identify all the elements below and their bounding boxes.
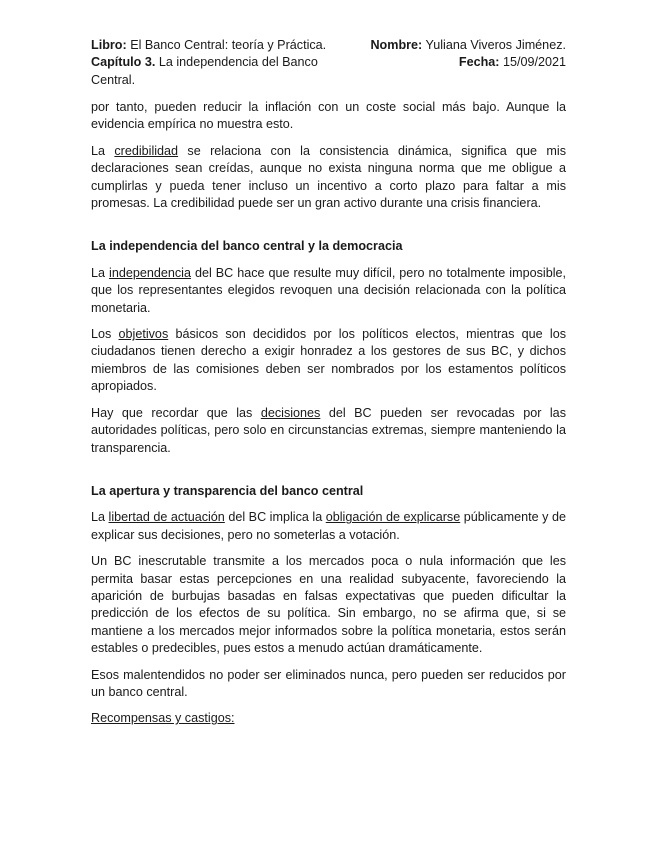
intro-p2-post: se relaciona con la consistencia dinámica, significa que mis declaraciones sean creídas, aunque no exista ninguna norma que me obligue a cumplirlas y pueda tener incluso un incentivo a corto plazo para faltar a mis promesas. La credibilidad puede ser un gran activo durante una crisis financiera. [91,143,566,211]
objetivos-term: objetivos [118,327,169,342]
name-label: Nombre: [370,38,423,52]
section1-paragraph-2 [91,326,566,396]
intro-paragraph-2 [91,143,566,213]
intro-p2-pre: La [91,143,115,158]
rewards-subheading: Recompensas y castigos: [91,711,235,726]
chapter-value: La independencia del Banco Central. [91,55,318,87]
s2-p1-mid: del BC implica la [224,510,326,525]
section2-paragraph-1 [91,509,566,544]
header-right [351,37,566,72]
s1-p1-pre: La [91,265,110,280]
book-label: Libro: [91,38,127,52]
section1-heading: La independencia del banco central y la democracia [91,239,403,254]
independencia-term: independencia [109,265,191,280]
header-left [91,37,346,89]
libertad-term: libertad de actuación [108,510,225,525]
section2-paragraph-2: Un BC inescrutable transmite a los mercados poca o nula información que les permita basar estas percepciones en una realidad subyacente, favoreciendo la aparición de burbujas basadas en falsas expectativas que pueden dificultar la predicción de los efectos de su política. Sin embargo, no se afirma que, si se mantiene a los mercados mejor informados sobre la política monetaria, estos serán estables o predecibles, pues estos a menudo actúan dramáticamente. [91,554,566,656]
s2-p1-pre: La [91,510,109,525]
s1-p3-pre: Hay que recordar que las [91,405,261,420]
s2-p1-post: públicamente y de explicar sus decisiones, pero no someterlas a votación. [91,510,566,542]
name-line [351,37,566,54]
document-page [91,37,566,728]
date-line [351,54,566,71]
section2-heading: La apertura y transparencia del banco central [91,483,364,498]
decisiones-term: decisiones [260,405,321,420]
book-line [91,37,346,54]
chapter-label: Capítulo 3. [91,55,156,70]
intro-paragraph-1: por tanto, pueden reducir la inflación con un coste social más bajo. Aunque la evidencia empírica no muestra esto. [91,100,566,132]
section1-paragraph-1 [91,265,566,317]
s1-p3-post: del BC pueden ser revocadas por las autoridades políticas, pero solo en circunstancias extremas, siempre manteniendo la transparencia. [91,405,566,455]
s1-p1-post: del BC hace que resulte muy difícil, pero no totalmente imposible, que los representantes elegidos revoquen una decisión relacionada con la política monetaria. [91,265,567,315]
name-value: Yuliana Viveros Jiménez. [425,38,566,52]
section1-paragraph-3 [91,405,566,457]
credibilidad-term: credibilidad [114,143,179,158]
s1-p2-pre: Los [91,327,119,342]
document-header [91,37,566,85]
date-value: 15/09/2021 [502,55,566,70]
book-value: El Banco Central: teoría y Práctica. [130,38,327,52]
chapter-line [91,54,346,89]
s1-p2-post: básicos son decididos por los políticos electos, mientras que los ciudadanos tienen derecho a exigir honradez a los gestores de sus BC, y dichos miembros de las comisiones deben ser nombrados por los estamentos políticos apropiados. [91,327,566,394]
section2-paragraph-3: Esos malentendidos no poder ser eliminados nunca, pero pueden ser reducidos por un banco central. [91,667,566,699]
date-label: Fecha: [458,55,500,70]
obligacion-term: obligación de explicarse [325,510,461,525]
